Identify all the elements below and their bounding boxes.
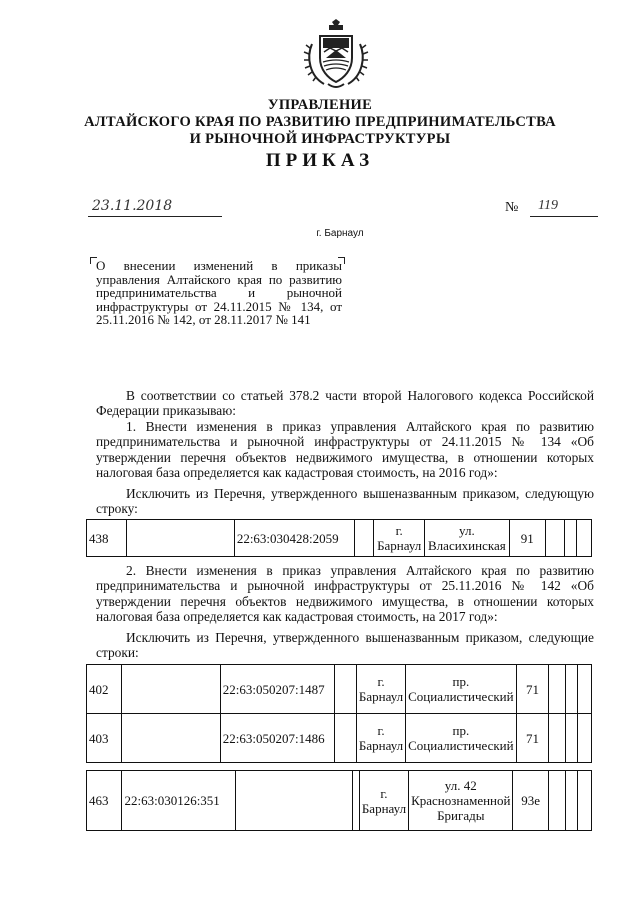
city-cell: г. Барнаул — [374, 520, 425, 557]
agency-name-line-2: АЛТАЙСКОГО КРАЯ ПО РАЗВИТИЮ ПРЕДПРИНИМАТЕЛЬСТВА — [84, 114, 556, 130]
document-type-title: ПРИКАЗ — [265, 150, 375, 171]
cadastral-number: 22:63:050207:1487 — [220, 665, 334, 714]
empty-cell — [122, 665, 220, 714]
city-cell: г. Барнаул — [356, 714, 405, 763]
row-number: 402 — [87, 665, 122, 714]
row-number: 438 — [87, 520, 127, 557]
empty-cell — [334, 665, 356, 714]
street-cell: ул. Власихинская — [424, 520, 509, 557]
cadastral-number: 22:63:030126:351 — [122, 771, 235, 831]
order-subject: О внесении изменений в приказы управления Алтайского края по развитию предпринимательства и рыночной инфраструктуры от 24.11.2015 № 134, от 25.11.2016 № 142, от 28.11.2017 № 141 — [96, 258, 342, 328]
city-cell: г. Барнаул — [359, 771, 408, 831]
exclusion-table-3 — [86, 770, 592, 831]
order-date: 23.11.2018 — [88, 198, 222, 217]
table-row — [87, 714, 592, 763]
house-number: 91 — [509, 520, 545, 557]
empty-cell — [127, 520, 235, 557]
street-cell: ул. 42 Краснознаменной Бригады — [409, 771, 513, 831]
table-row — [87, 771, 592, 831]
coat-of-arms-emblem — [302, 18, 370, 92]
order-number: 119 — [530, 198, 598, 217]
empty-cell — [235, 771, 352, 831]
exclusion-table-1 — [86, 519, 592, 557]
street-cell: пр. Социалистический — [406, 714, 516, 763]
paragraph-exclude-1: Исключить из Перечня, утвержденного вышеназванным приказом, следующую строку: — [96, 486, 594, 517]
empty-cell — [353, 771, 360, 831]
row-number: 403 — [87, 714, 122, 763]
empty-cell — [354, 520, 374, 557]
city-label: г. Барнаул — [316, 228, 364, 239]
empty-cell — [122, 714, 220, 763]
paragraph-exclude-2: Исключить из Перечня, утвержденного вышеназванным приказом, следующие строки: — [96, 630, 594, 661]
cadastral-number: 22:63:050207:1486 — [220, 714, 334, 763]
number-label: № — [505, 200, 519, 215]
table-row — [87, 665, 592, 714]
agency-name-line-3: И РЫНОЧНОЙ ИНФРАСТРУКТУРЫ — [189, 131, 451, 147]
paragraph-preamble: В соответствии со статьей 378.2 части второй Налогового кодекса Российской Федерации приказываю: — [96, 388, 594, 419]
empty-cell — [334, 714, 356, 763]
agency-name-line-1: УПРАВЛЕНИЕ — [267, 97, 373, 113]
exclusion-table-2 — [86, 664, 592, 763]
house-number: 71 — [516, 665, 549, 714]
row-number: 463 — [87, 771, 122, 831]
paragraph-item-2: 2. Внести изменения в приказ управления Алтайского края по развитию предпринимательства и рыночной инфраструктуры от 25.11.2016 № 142 «Об утверждении перечня объектов недвижимого имущества, в отношении которых налоговая база определяется как кадастровая стоимость, на 2017 год»: — [96, 563, 594, 624]
city-cell: г. Барнаул — [356, 665, 405, 714]
house-number: 93е — [513, 771, 548, 831]
cadastral-number: 22:63:030428:2059 — [234, 520, 354, 557]
paragraph-item-1: 1. Внести изменения в приказ управления Алтайского края по развитию предпринимательства и рыночной инфраструктуры от 24.11.2015 № 134 «Об утверждении перечня объектов недвижимого имущества, в отношении которых налоговая база определяется как кадастровая стоимость, на 2016 год»: — [96, 419, 594, 480]
street-cell: пр. Социалистический — [406, 665, 516, 714]
house-number: 71 — [516, 714, 549, 763]
table-row — [87, 520, 592, 557]
